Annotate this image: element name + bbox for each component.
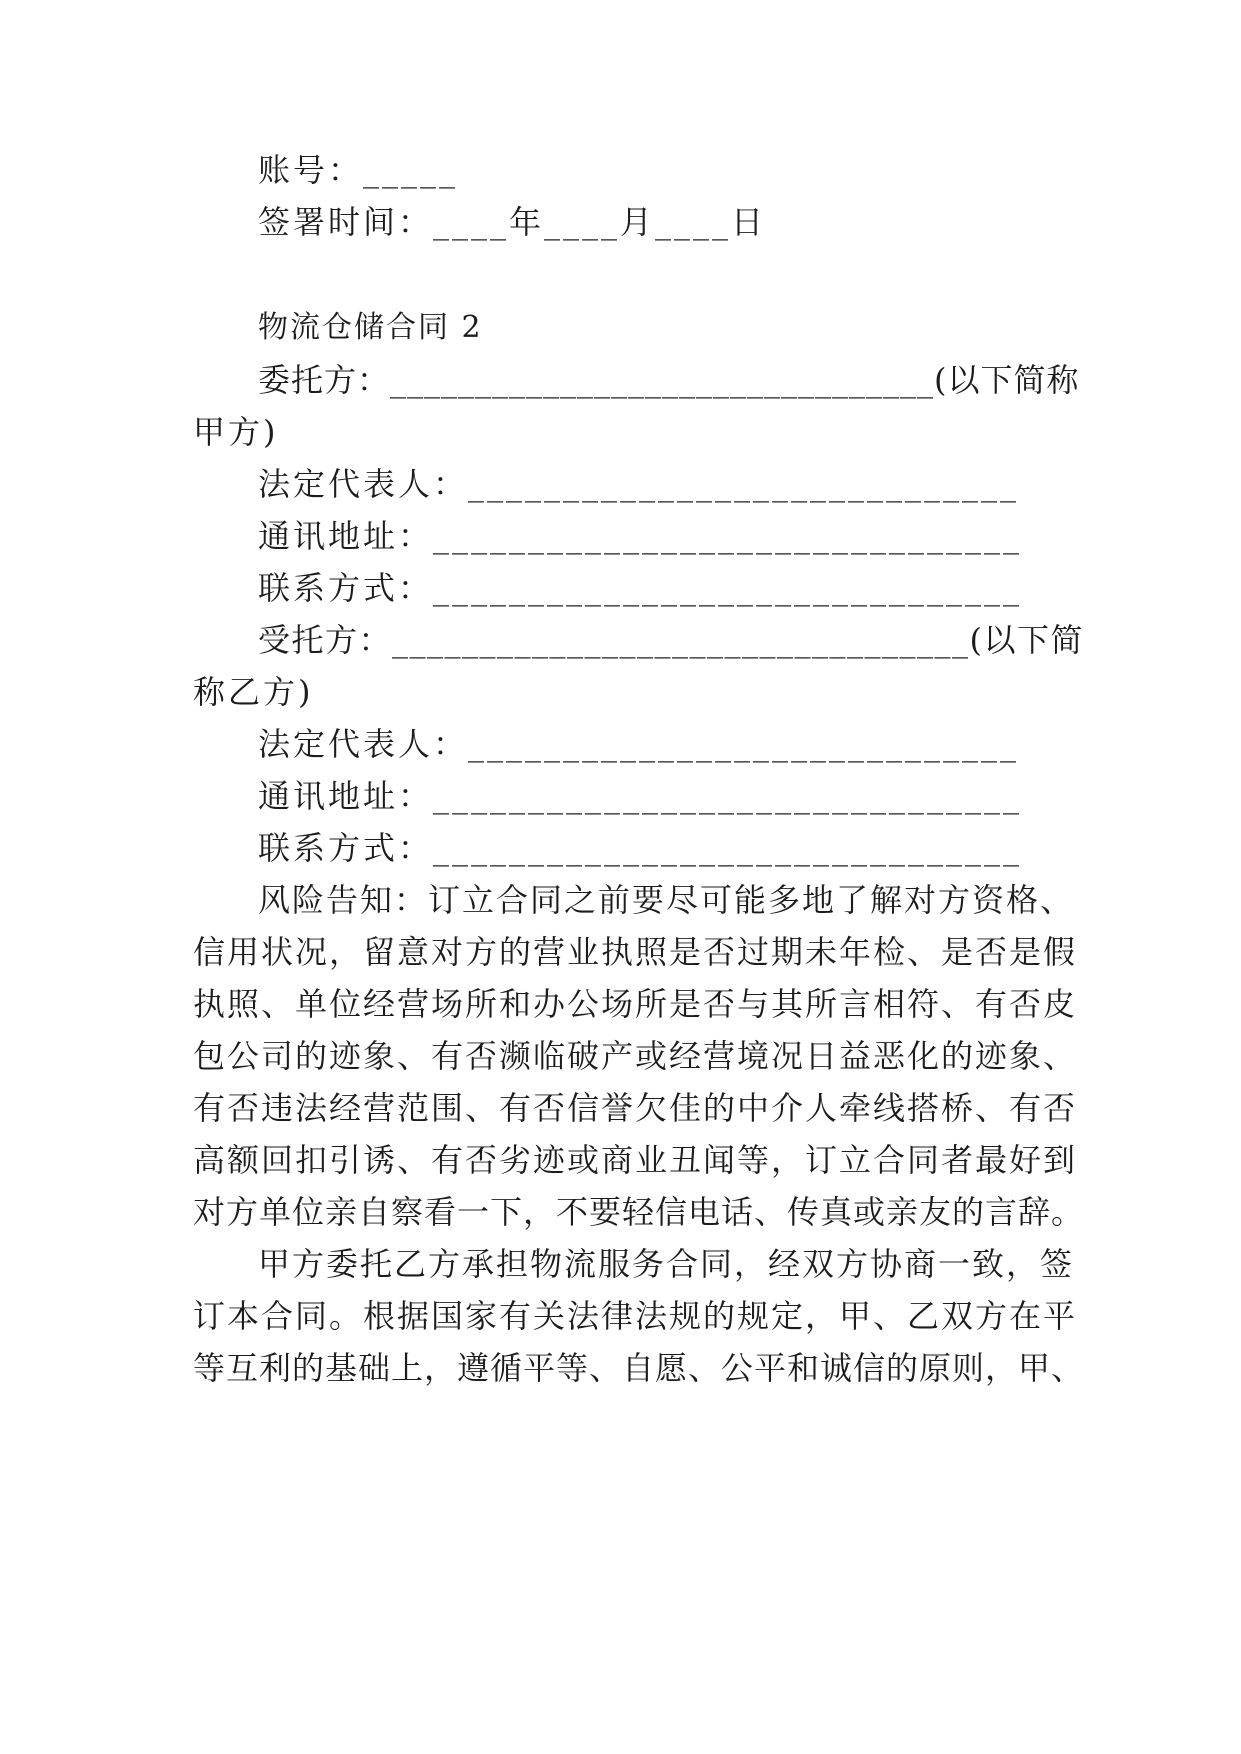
contractor-address-line: 通讯地址：_______________________________ [258,777,1023,815]
risk-notice-line-1: 风险告知：订立合同之前要尽可能多地了解对方资格、 [258,881,1075,919]
client-line: 委托方：________________________________(以下简称 [258,361,1080,399]
account-number-line: 账号：_____ [258,151,459,189]
contract-title: 物流仓储合同 2 [258,310,483,345]
contractor-legal-rep-line: 法定代表人：_____________________________ [258,725,1020,763]
signing-date-line: 签署时间：____年____月____日 [258,203,767,241]
agreement-paragraph-line-2: 订本合同。根据国家有关法律法规的规定，甲、乙双方在平 [193,1297,1078,1335]
client-contact-line: 联系方式：_______________________________ [258,569,1023,607]
agreement-paragraph-line-1: 甲方委托乙方承担物流服务合同，经双方协商一致，签 [258,1245,1075,1283]
client-address-line: 通讯地址：_______________________________ [258,517,1023,555]
client-line-continued: 甲方) [193,413,279,451]
contractor-line-continued: 称乙方) [193,673,314,711]
contractor-contact-line: 联系方式：_______________________________ [258,829,1023,867]
risk-notice-line-2: 信用状况，留意对方的营业执照是否过期未年检、是否是假 [193,933,1078,971]
risk-notice-line-7: 对方单位亲自察看一下，不要轻信电话、传真或亲友的言辞。 [193,1193,1085,1231]
risk-notice-line-6: 高额回扣引诱、有否劣迹或商业丑闻等，订立合同者最好到 [193,1141,1078,1179]
agreement-paragraph-line-3: 等互利的基础上，遵循平等、自愿、公平和诚信的原则，甲、 [193,1349,1085,1387]
contractor-line: 受托方：_________________________________(以下简 [258,621,1084,659]
risk-notice-line-5: 有否违法经营范围、有否信誉欠佳的中介人牵线搭桥、有否 [193,1089,1078,1127]
risk-notice-line-3: 执照、单位经营场所和办公场所是否与其所言相符、有否皮 [193,985,1078,1023]
risk-notice-line-4: 包公司的迹象、有否濒临破产或经营境况日益恶化的迹象、 [193,1037,1078,1075]
client-legal-rep-line: 法定代表人：_____________________________ [258,465,1020,503]
